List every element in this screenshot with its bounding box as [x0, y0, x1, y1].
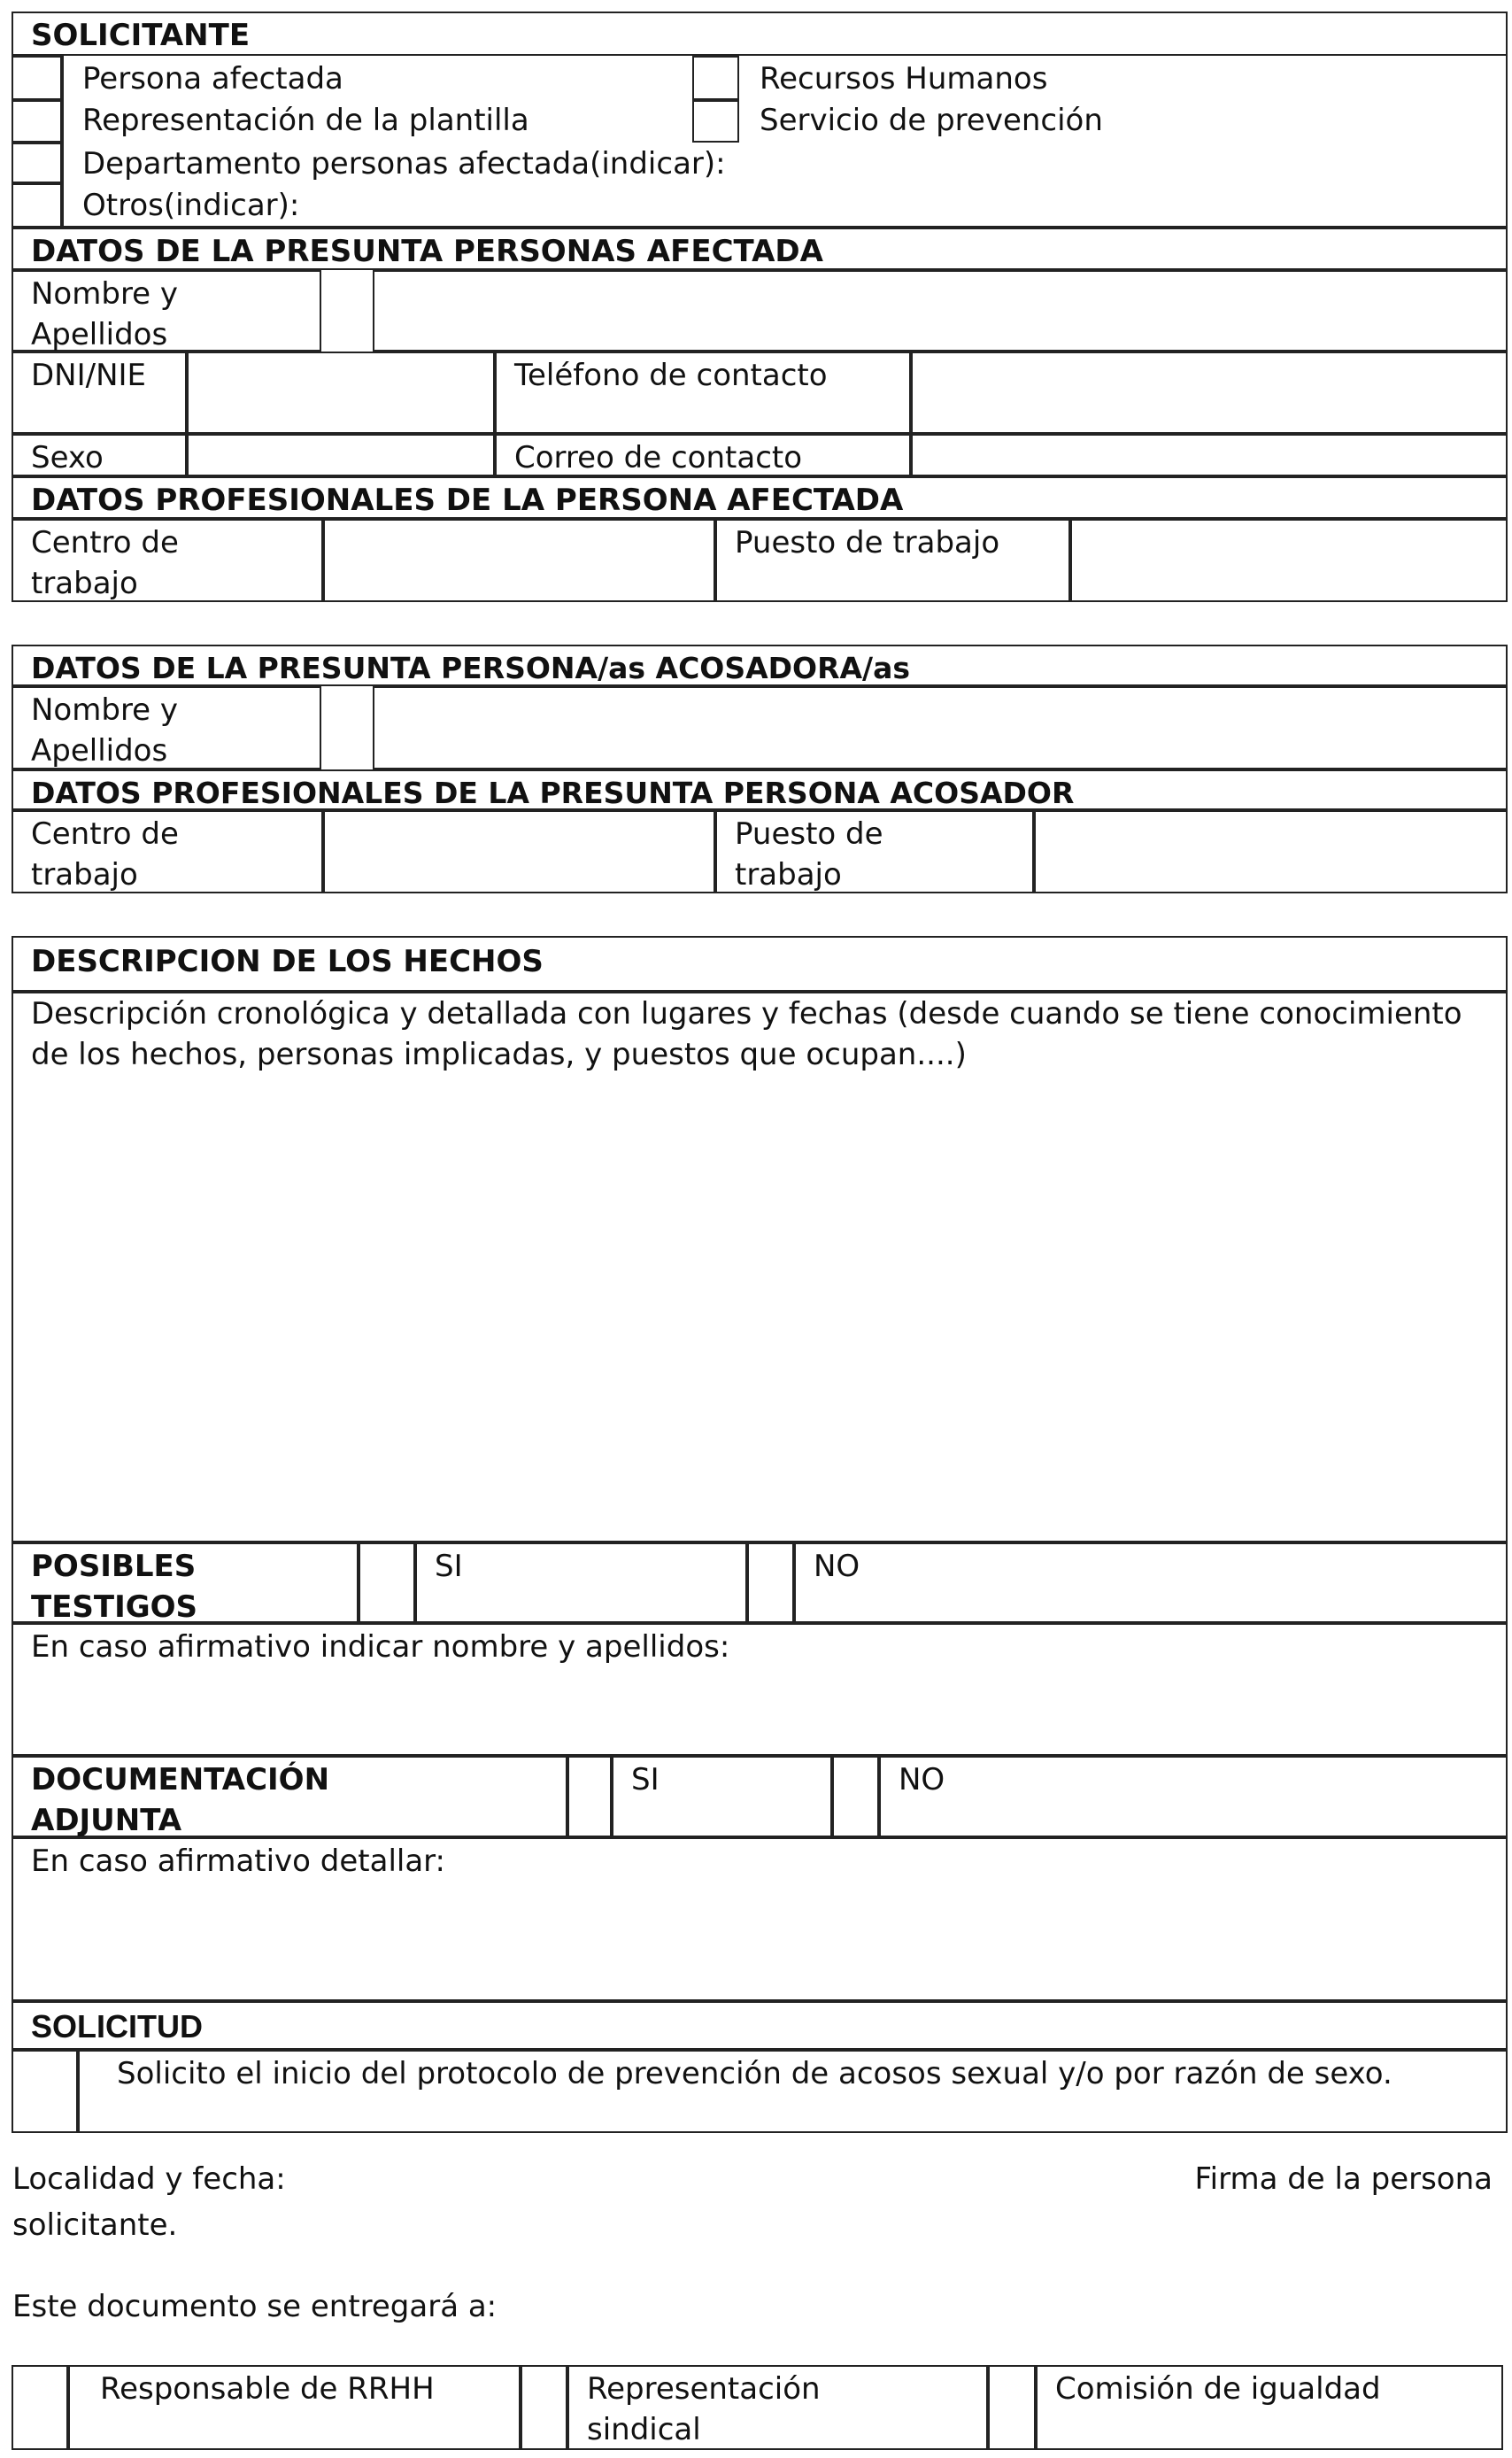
- documentacion-label: DOCUMENTACIÓN ADJUNTA: [12, 1756, 567, 1837]
- documentacion-detail-field[interactable]: En caso afirmativo detallar:: [12, 1837, 1508, 2001]
- option-label: Persona afectada: [82, 61, 343, 97]
- checkbox-representacion-plantilla[interactable]: [12, 100, 62, 143]
- destinatario-comision-igualdad: Comisión de igualdad: [1036, 2365, 1503, 2450]
- checkbox-departamento[interactable]: [12, 143, 62, 183]
- firma-label: Firma de la persona: [1194, 2161, 1493, 2197]
- entrega-label: Este documento se entregará a:: [12, 2289, 498, 2324]
- documentacion-si-checkbox[interactable]: [567, 1756, 612, 1837]
- label-dni: DNI/NIE: [12, 352, 187, 434]
- option-label: Otros(indicar):: [82, 188, 300, 223]
- acosadora-header: DATOS DE LA PRESUNTA PERSONA/as ACOSADORA/as: [12, 645, 1508, 686]
- option-label: Recursos Humanos: [760, 61, 1048, 97]
- testigos-si-label: SI: [415, 1542, 747, 1623]
- solicitud-header: SOLICITUD: [12, 2001, 1508, 2050]
- documentacion-no-label: NO: [879, 1756, 1508, 1837]
- checkbox-otros[interactable]: [12, 183, 62, 228]
- label-acosadora-puesto: Puesto de trabajo: [715, 810, 1034, 893]
- documentacion-no-checkbox[interactable]: [832, 1756, 879, 1837]
- testigos-si-checkbox[interactable]: [359, 1542, 415, 1623]
- afectada-header: DATOS DE LA PRESUNTA PERSONAS AFECTADA: [12, 228, 1508, 270]
- hechos-header: DESCRIPCION DE LOS HECHOS: [12, 936, 1508, 992]
- solicitud-text: Solicito el inicio del protocolo de prevención de acosos sexual y/o por razón de sexo.: [78, 2050, 1508, 2133]
- solicitante-label: solicitante.: [12, 2207, 178, 2243]
- testigos-label: POSIBLES TESTIGOS: [12, 1542, 359, 1623]
- field-acosadora-nombre[interactable]: [373, 686, 1508, 769]
- field-sexo[interactable]: [187, 434, 495, 476]
- field-puesto[interactable]: [1070, 519, 1508, 602]
- field-acosadora-puesto[interactable]: [1034, 810, 1508, 893]
- option-label: Representación de la plantilla: [82, 103, 529, 138]
- field-dni[interactable]: [187, 352, 495, 434]
- documentacion-si-label: SI: [612, 1756, 832, 1837]
- field-correo[interactable]: [911, 434, 1508, 476]
- label-telefono: Teléfono de contacto: [495, 352, 911, 434]
- testigos-no-checkbox[interactable]: [747, 1542, 794, 1623]
- checkbox-representacion-sindical[interactable]: [521, 2365, 567, 2450]
- hechos-description-field[interactable]: Descripción cronológica y detallada con lugares y fechas (desde cuando se tiene conocimiento de los hechos, personas implicadas, y puestos que ocupan....): [12, 992, 1508, 1542]
- option-label: Departamento personas afectada(indicar):: [82, 146, 726, 182]
- label-correo: Correo de contacto: [495, 434, 911, 476]
- label-nombre: Nombre y Apellidos: [12, 270, 321, 352]
- field-acosadora-centro[interactable]: [323, 810, 715, 893]
- destinatario-rrhh: Responsable de RRHH: [68, 2365, 521, 2450]
- acosadora-prof-header: DATOS PROFESIONALES DE LA PRESUNTA PERSONA ACOSADOR: [12, 769, 1508, 810]
- testigos-no-label: NO: [794, 1542, 1508, 1623]
- field-nombre[interactable]: [373, 270, 1508, 352]
- checkbox-rrhh[interactable]: [12, 2365, 68, 2450]
- solicitud-checkbox[interactable]: [12, 2050, 78, 2133]
- solicitante-header: SOLICITANTE: [12, 12, 1508, 56]
- field-centro[interactable]: [323, 519, 715, 602]
- localidad-fecha-label: Localidad y fecha:: [12, 2161, 286, 2197]
- label-acosadora-nombre: Nombre y Apellidos: [12, 686, 321, 769]
- label-centro: Centro de trabajo: [12, 519, 323, 602]
- field-telefono[interactable]: [911, 352, 1508, 434]
- label-puesto: Puesto de trabajo: [715, 519, 1070, 602]
- label-sexo: Sexo: [12, 434, 187, 476]
- afectada-prof-header: DATOS PROFESIONALES DE LA PERSONA AFECTADA: [12, 476, 1508, 519]
- checkbox-persona-afectada[interactable]: [12, 56, 62, 100]
- destinatario-representacion-sindical: Representación sindical: [567, 2365, 988, 2450]
- testigos-detail-field[interactable]: En caso afirmativo indicar nombre y apellidos:: [12, 1623, 1508, 1756]
- option-label: Servicio de prevención: [760, 103, 1103, 138]
- checkbox-comision-igualdad[interactable]: [988, 2365, 1036, 2450]
- label-acosadora-centro: Centro de trabajo: [12, 810, 323, 893]
